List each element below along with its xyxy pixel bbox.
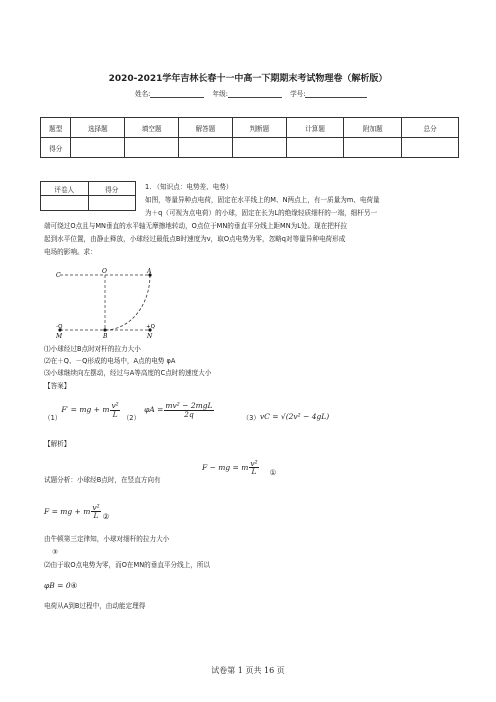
question-line: 端可绕过O点且与MN垂直的水平轴无摩擦地转动，O点位于MN的垂直平分线上距MN为L处。现在把杆拉 (44, 222, 348, 230)
question-line: 为＋q（可视为点电荷）的小球，固定在长为L的绝缘轻质细杆的一端，细杆另一 (145, 209, 378, 217)
question-line: 电场的影响。求： (44, 248, 97, 256)
grader-input-cell[interactable] (88, 196, 136, 211)
class-blank[interactable] (228, 90, 282, 98)
grader-label: 评卷人 (41, 182, 89, 196)
physics-diagram (50, 266, 170, 340)
name-blank[interactable] (150, 90, 204, 98)
analysis-eq-4: φB = 0④ (44, 581, 78, 590)
score-input-cell[interactable] (402, 138, 459, 158)
label-m: M (56, 333, 63, 340)
label-b: B (103, 333, 108, 340)
grader-table (40, 181, 136, 211)
score-table (40, 117, 459, 158)
swing-arc (105, 275, 150, 330)
answer-part-2: （2） (122, 414, 141, 422)
label-c: C (56, 272, 61, 279)
label-o: O (102, 268, 107, 275)
label-pos-q: +Q (146, 324, 155, 330)
score-input-cell[interactable] (232, 138, 286, 158)
score-input-cell[interactable] (344, 138, 402, 158)
name-label: 姓名: (135, 90, 151, 98)
analysis-line: 由牛顿第三定律知，小球对细杆的拉力大小 (44, 535, 170, 543)
sub-question: ⑶小球继续向左摆动，经过与A等高度的C点时的速度大小 (44, 369, 212, 377)
page-footer: 试卷第 1 页共 16 页 (211, 666, 285, 675)
score-cell: 题型 (41, 118, 71, 138)
grader-input-cell[interactable] (41, 196, 89, 211)
analysis-line: ⑵由于取O点电势为零，而O在MN的垂直平分线上，所以 (44, 561, 211, 569)
score-table-header-row (41, 118, 459, 138)
label-n: N (147, 333, 153, 340)
answer-row (44, 398, 329, 422)
score-table-score-row (41, 138, 459, 158)
score-input-cell[interactable] (179, 138, 233, 158)
answer-part-1: （1） (44, 414, 62, 422)
student-info-line (135, 90, 367, 98)
label-neg-q: -Q (56, 324, 63, 330)
answer-part-3: （3） (242, 414, 260, 422)
score-input-cell[interactable] (125, 138, 179, 158)
score-cell: 总分 (402, 118, 459, 138)
class-label: 年级: (212, 90, 228, 98)
answer-formula-2: φA = $\frac{\text{mv² − 2mgL}}{2q}$ (144, 401, 213, 419)
sub-question: ⑵在＋Q、－Q形成的电场中，A点的电势 φA (44, 357, 176, 365)
answer-heading: 【答案】 (44, 382, 71, 390)
score-input-cell[interactable] (71, 138, 125, 158)
id-label: 学号: (290, 90, 306, 98)
question-line: 起到水平位置，由静止释放，小球经过最低点B时速度为v，取O点电势为零，忽略q对等量异种电荷形成 (44, 235, 346, 243)
id-blank[interactable] (305, 90, 367, 98)
score-cell: 判断题 (232, 118, 286, 138)
analysis-eq-1: F − mg = m $\frac{\text{v²}}{L}$ ① (202, 458, 277, 477)
analysis-line: 电荷从A到B过程中，由动能定理得 (44, 602, 146, 610)
analysis-mark: ③ (52, 548, 58, 556)
label-a: A (147, 268, 152, 275)
answer-formula-3: vC = √(2v² − 4gL) (259, 412, 330, 422)
question-number: 1. （知识点：电势差、电势） (145, 183, 233, 191)
score-cell: 附加题 (344, 118, 402, 138)
sub-question: ⑴小球经过B点时对杆的拉力大小 (44, 345, 141, 353)
score-cell: 计算题 (286, 118, 344, 138)
score-cell: 填空题 (125, 118, 179, 138)
grader-score-label: 得分 (88, 182, 136, 196)
score-input-cell[interactable] (286, 138, 344, 158)
score-cell: 解答题 (179, 118, 233, 138)
score-cell: 选择题 (71, 118, 125, 138)
question-line: 如图，等量异种点电荷，固定在水平线上的M、N两点上，有一质量为m、电荷量 (145, 196, 380, 204)
answer-formula-1: F′ = mg + m $\frac{\text{v²}}{L}$ (61, 401, 119, 419)
page-title: 2020-2021学年吉林长春十一中高一下期期末考试物理卷（解析版） (108, 74, 388, 84)
analysis-eq-2: F = mg + m $\frac{\text{v²}}{L}$ ② (44, 502, 110, 521)
point-b (103, 328, 106, 331)
analysis-line: 试题分析：小球经B点时，在竖直方向有 (44, 476, 161, 484)
analysis-heading: 【解析】 (44, 440, 71, 448)
score-row-label: 得分 (41, 138, 71, 158)
